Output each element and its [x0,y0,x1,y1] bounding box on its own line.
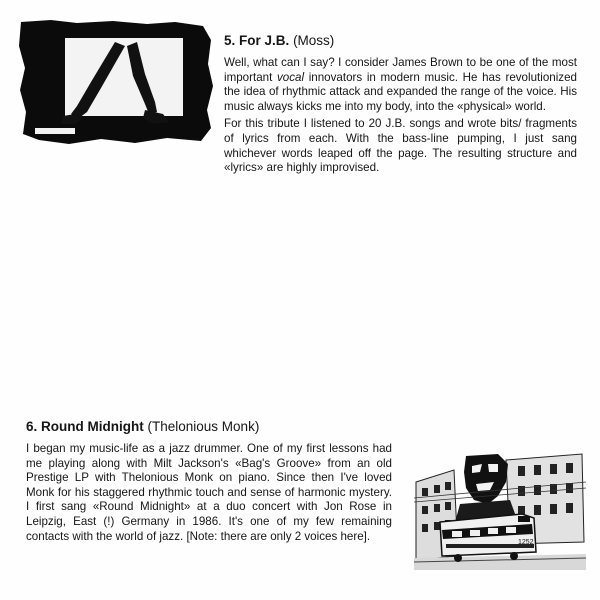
paragraph-1-emphasis: vocal [276,70,305,84]
track-6-paragraph: I began my music-life as a jazz drummer. One of my first lessons had me playing along with Milt Jackson's «Bag's Groove» from an old Prestige LP with Thelonious Monk on piano. Since then I've loved Monk for his staggered rhythmic touch and sense of harmonic mystery. I first sang «Round Midnight» at a duo concert with Jon Rose in Leipzig, East (!) Germany in 1986. It's one of my few remaining contacts with the world of jazz. [Note: there are only 2 voices here]. [26,442,392,543]
track-5-number: 5. [224,33,236,48]
track-6-heading [26,418,392,435]
track-5-paragraph-2: For this tribute I listened to 20 J.B. songs and wrote bits/ fragments of lyrics from each. With the bass-line pumping, I just sang whichever words leaped off the page. The resulting structure and «lyrics» are highly improvised. [224,117,577,175]
track-6-notes [26,418,392,544]
track-5-paragraph-1 [224,56,577,114]
tram-number: 1252 [518,539,534,546]
track-5-heading [224,32,577,49]
track-5-title: For J.B. [239,33,290,48]
track-6-composer: (Thelonious Monk) [147,419,260,434]
track-6-number: 6. [26,419,38,434]
track-6-title: Round Midnight [41,419,144,434]
track-5-composer: (Moss) [293,33,335,48]
tram-street-collage-icon [414,452,586,570]
paragraph-1-text-a: Well, what can I say? I consider James Brown to be one of the most important [224,56,577,84]
dancing-legs-collage-icon [17,20,215,146]
track-5-notes [224,32,577,176]
paragraph-1-text-b: innovators in modern music. He has revolutionized the idea of rhythmic attack and expanded the range of the voice. His music always kicks me into my body, into the «physical» world. [224,70,577,113]
